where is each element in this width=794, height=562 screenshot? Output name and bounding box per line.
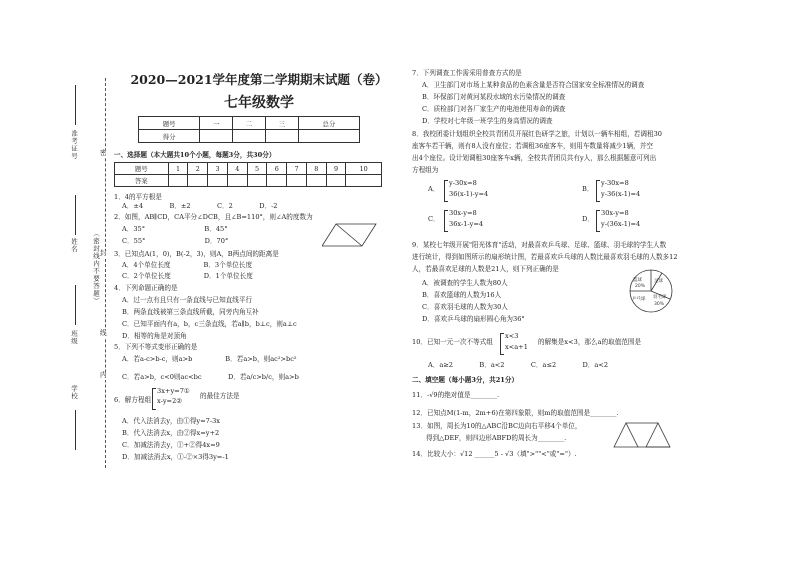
question-line: 进行统计，得到如图所示的扇形统计图，若最喜欢乒乓球的人数比最喜欢羽毛球的人数多12: [412, 253, 678, 261]
fill-question: 12．已知点M(1-m，2m+6)在第四象限，则m的取值范围是________.: [412, 409, 619, 417]
equation: 30x-y=8: [601, 209, 629, 217]
brace: [152, 388, 156, 410]
subject-title: 七年级数学: [224, 95, 294, 111]
question-line: 5．下列不等式变形正确的是: [114, 343, 198, 351]
exam-title: 2020—2021学年度第二学期期末试题（卷）: [130, 72, 388, 87]
option-label: D．: [582, 215, 594, 223]
fill-question: 11．-√9的绝对值是________.: [412, 391, 500, 399]
binding-note: （密封线内不要答题）: [92, 230, 100, 305]
answer-number: 8: [306, 163, 326, 175]
answer-cell[interactable]: [306, 175, 326, 187]
pie-label: 30%: [654, 302, 665, 307]
question-option: A．35° B．45°: [122, 225, 228, 233]
question-option: B．喜欢篮球的人数为16人: [422, 291, 502, 299]
question-option: D．加减法消去x，①-②×3得3y=-1: [122, 453, 229, 461]
question-tail: 的最佳方法是: [200, 392, 240, 400]
score-cell: 得分: [139, 130, 200, 143]
answer-row-label: 答案: [115, 175, 169, 187]
equation: y-30x=8: [601, 179, 629, 187]
equation: 36x-1-y=4: [449, 220, 484, 228]
seal-char: 封: [100, 249, 107, 257]
equation: x<3: [505, 332, 519, 340]
question-option: C．若a>b，c<0则ac<bc D．若a/c>b/c，则a>b: [122, 373, 299, 381]
fill-question: 13．如图，周长为10的△ABC沿BC边向右平移4个单位，: [412, 422, 582, 430]
question-option: A．若a-c>b-c，则a>b B．若a>b，则ac²>bc²: [122, 355, 297, 363]
brace: [444, 210, 448, 232]
question-line: 座客车若干辆，则有8人没有座位；若调租36座客车，则用车数量将减少1辆，并空: [412, 142, 653, 150]
question-option: C．质检部门对各厂家生产的电池使用寿命的调查: [422, 105, 566, 113]
question-option: B．两条直线被第三条直线所截，同旁内角互补: [122, 308, 259, 316]
seal-char: 密: [100, 149, 107, 157]
question-option: C．2个单位长度 D．1个单位长度: [122, 272, 253, 280]
score-cell: 一: [200, 117, 233, 130]
seal-char: 内: [100, 371, 107, 379]
answer-number: 7: [287, 163, 307, 175]
answer-number: 4: [227, 163, 247, 175]
question-line: 9．某校七年级开展"阳光体育"活动，对最喜欢乒乓球、足球、篮球、羽毛球的学生人数: [412, 241, 667, 249]
question-option: A．4个单位长度 B．3个单位长度: [122, 261, 253, 269]
question-line: 7．下列调查工作需采用普查方式的是: [412, 69, 522, 77]
answer-cell[interactable]: [267, 175, 287, 187]
section2-heading: 二、填空题（每小题3分，共21分）: [412, 376, 519, 384]
answer-cell[interactable]: [208, 175, 228, 187]
side-underline: [75, 85, 76, 125]
score-cell: 总分: [298, 117, 359, 130]
answer-cell[interactable]: [346, 175, 382, 187]
answer-cell[interactable]: [326, 175, 346, 187]
question-line: 人，若最喜欢足球的人数是21人，则下列正确的是: [412, 265, 559, 273]
option-label: B．: [582, 185, 594, 193]
brace: [596, 180, 600, 202]
question-line: 6．解方程组: [114, 396, 152, 404]
question-option: D．相等的角是对顶角: [122, 332, 187, 340]
equation: 36(x-1)-y=4: [449, 190, 489, 198]
side-label-class: 班级: [70, 330, 78, 345]
question-tail: 的解集是x<3，那么a的取值范围是: [538, 338, 642, 346]
score-input-cell[interactable]: [200, 130, 233, 143]
pie-label: 羽毛球: [653, 295, 667, 300]
score-input-cell[interactable]: [265, 130, 298, 143]
question-option: A．被调查的学生人数为80人: [422, 279, 508, 287]
pie-label: 乒乓球: [632, 297, 646, 302]
brace: [444, 180, 448, 202]
answer-number: 2: [188, 163, 208, 175]
question-option: B．代入法消去x，由②得x=y+2: [122, 429, 220, 437]
side-underline: [75, 285, 76, 325]
answer-cell[interactable]: [227, 175, 247, 187]
section1-heading: 一、选择题（本大题共10个小题，每题3分，共30分）: [114, 151, 276, 159]
answer-number: 5: [247, 163, 267, 175]
pie-label: 20%: [635, 284, 646, 289]
question-line: 10．已知一元一次不等式组: [412, 338, 493, 346]
question-option: C．已知平面内有a，b，c三条直线，若a∥b，b⊥c，则a⊥c: [122, 320, 297, 328]
answer-cell[interactable]: [247, 175, 267, 187]
answer-number: 9: [326, 163, 346, 175]
answer-cell[interactable]: [287, 175, 307, 187]
question-line: 2．如图，AB∥CD，CA平分∠DCB，且∠B=110°，则∠A的度数为: [114, 213, 313, 221]
translation-figure: [612, 420, 678, 452]
equation: x-y=2②: [157, 397, 183, 405]
fill-question: 14．比较大小：√12 ______5 - √3（填">""<"或"="）.: [412, 450, 577, 458]
answer-table: [114, 162, 382, 187]
equation: 30x-y=8: [449, 209, 477, 217]
side-underline: [75, 410, 76, 450]
pie-label: 足球: [654, 279, 663, 284]
question-line: 8．我校团委计划组织全校共青团员开展红色研学之旅，计划以一辆车相组，若调租30: [412, 130, 662, 138]
answer-number: 1: [168, 163, 188, 175]
side-label-school: 学校: [70, 385, 78, 400]
score-cell: 题号: [139, 117, 200, 130]
answer-cell[interactable]: [188, 175, 208, 187]
question-option: D．学校对七年级一班学生的身高情况的调查: [422, 117, 553, 125]
pie-chart-figure: [626, 268, 676, 314]
option-label: C．: [428, 215, 440, 223]
equation: 3x+y=7①: [157, 387, 190, 395]
question-line: 4．下列命题正确的是: [114, 284, 178, 292]
question-option: C．加减法消去y，①+②得4x=9: [122, 441, 220, 449]
question-line: 出4个座位。设计划调租30座客车x辆，全校共青团员共有y人，那么根据题意可列出: [412, 154, 657, 162]
score-input-cell[interactable]: [298, 130, 359, 143]
score-table: [138, 116, 360, 143]
pie-label: 篮球: [633, 278, 642, 283]
equation: x<a+1: [505, 343, 528, 351]
brace: [596, 210, 600, 232]
answer-row-label: 题号: [115, 163, 169, 175]
score-cell: 三: [265, 117, 298, 130]
option-label: A．: [428, 185, 440, 193]
answer-number: 6: [267, 163, 287, 175]
fill-question: 得到△DEF，则四边形ABFD的周长为________.: [426, 434, 567, 442]
score-input-cell[interactable]: [233, 130, 266, 143]
side-underline: [75, 195, 76, 235]
equation: y-36(x-1)=4: [601, 190, 641, 198]
question-line: 3．已知点A(1，0)，B(-2，3)，则A，B两点间的距离是: [114, 250, 279, 258]
answer-number: 3: [208, 163, 228, 175]
question-option: B．环保部门对黄河某段水域的水污染情况的调查: [422, 93, 566, 101]
question-option: C．55° D．70°: [122, 237, 229, 245]
answer-number: 10: [346, 163, 382, 175]
question-option: A．代入法消去y，由①得y=7-3x: [122, 417, 221, 425]
question-option: A．a≥2 B．a<2 C．a≤2 D．a<2: [428, 361, 609, 369]
answer-cell[interactable]: [168, 175, 188, 187]
parallelogram-figure: [322, 220, 380, 250]
seal-char: 线: [100, 329, 107, 337]
binding-line: [105, 78, 106, 468]
question-line: 方程组为: [412, 166, 439, 174]
side-label-exam-id: 准考证号: [70, 130, 78, 160]
brace: [500, 333, 504, 355]
question-option: A．过一点有且只有一条直线与已知直线平行: [122, 296, 253, 304]
equation: y-30x=8: [449, 179, 477, 187]
question-option: D．喜欢乒乓球的扇形圆心角为36°: [422, 315, 525, 323]
question-option: A．卫生部门对市场上某种食品的色素含量是否符合国家安全标准情况的调查: [422, 81, 645, 89]
side-label-name: 姓名: [70, 238, 78, 253]
question-line: 1．4的平方根是: [114, 193, 162, 201]
score-cell: 二: [233, 117, 266, 130]
equation: y-(36x-1)=4: [601, 220, 641, 228]
question-option: C．喜欢羽毛球的人数为30人: [422, 303, 508, 311]
question-option: A．±4 B．±2 C．2 D．-2: [122, 202, 278, 210]
